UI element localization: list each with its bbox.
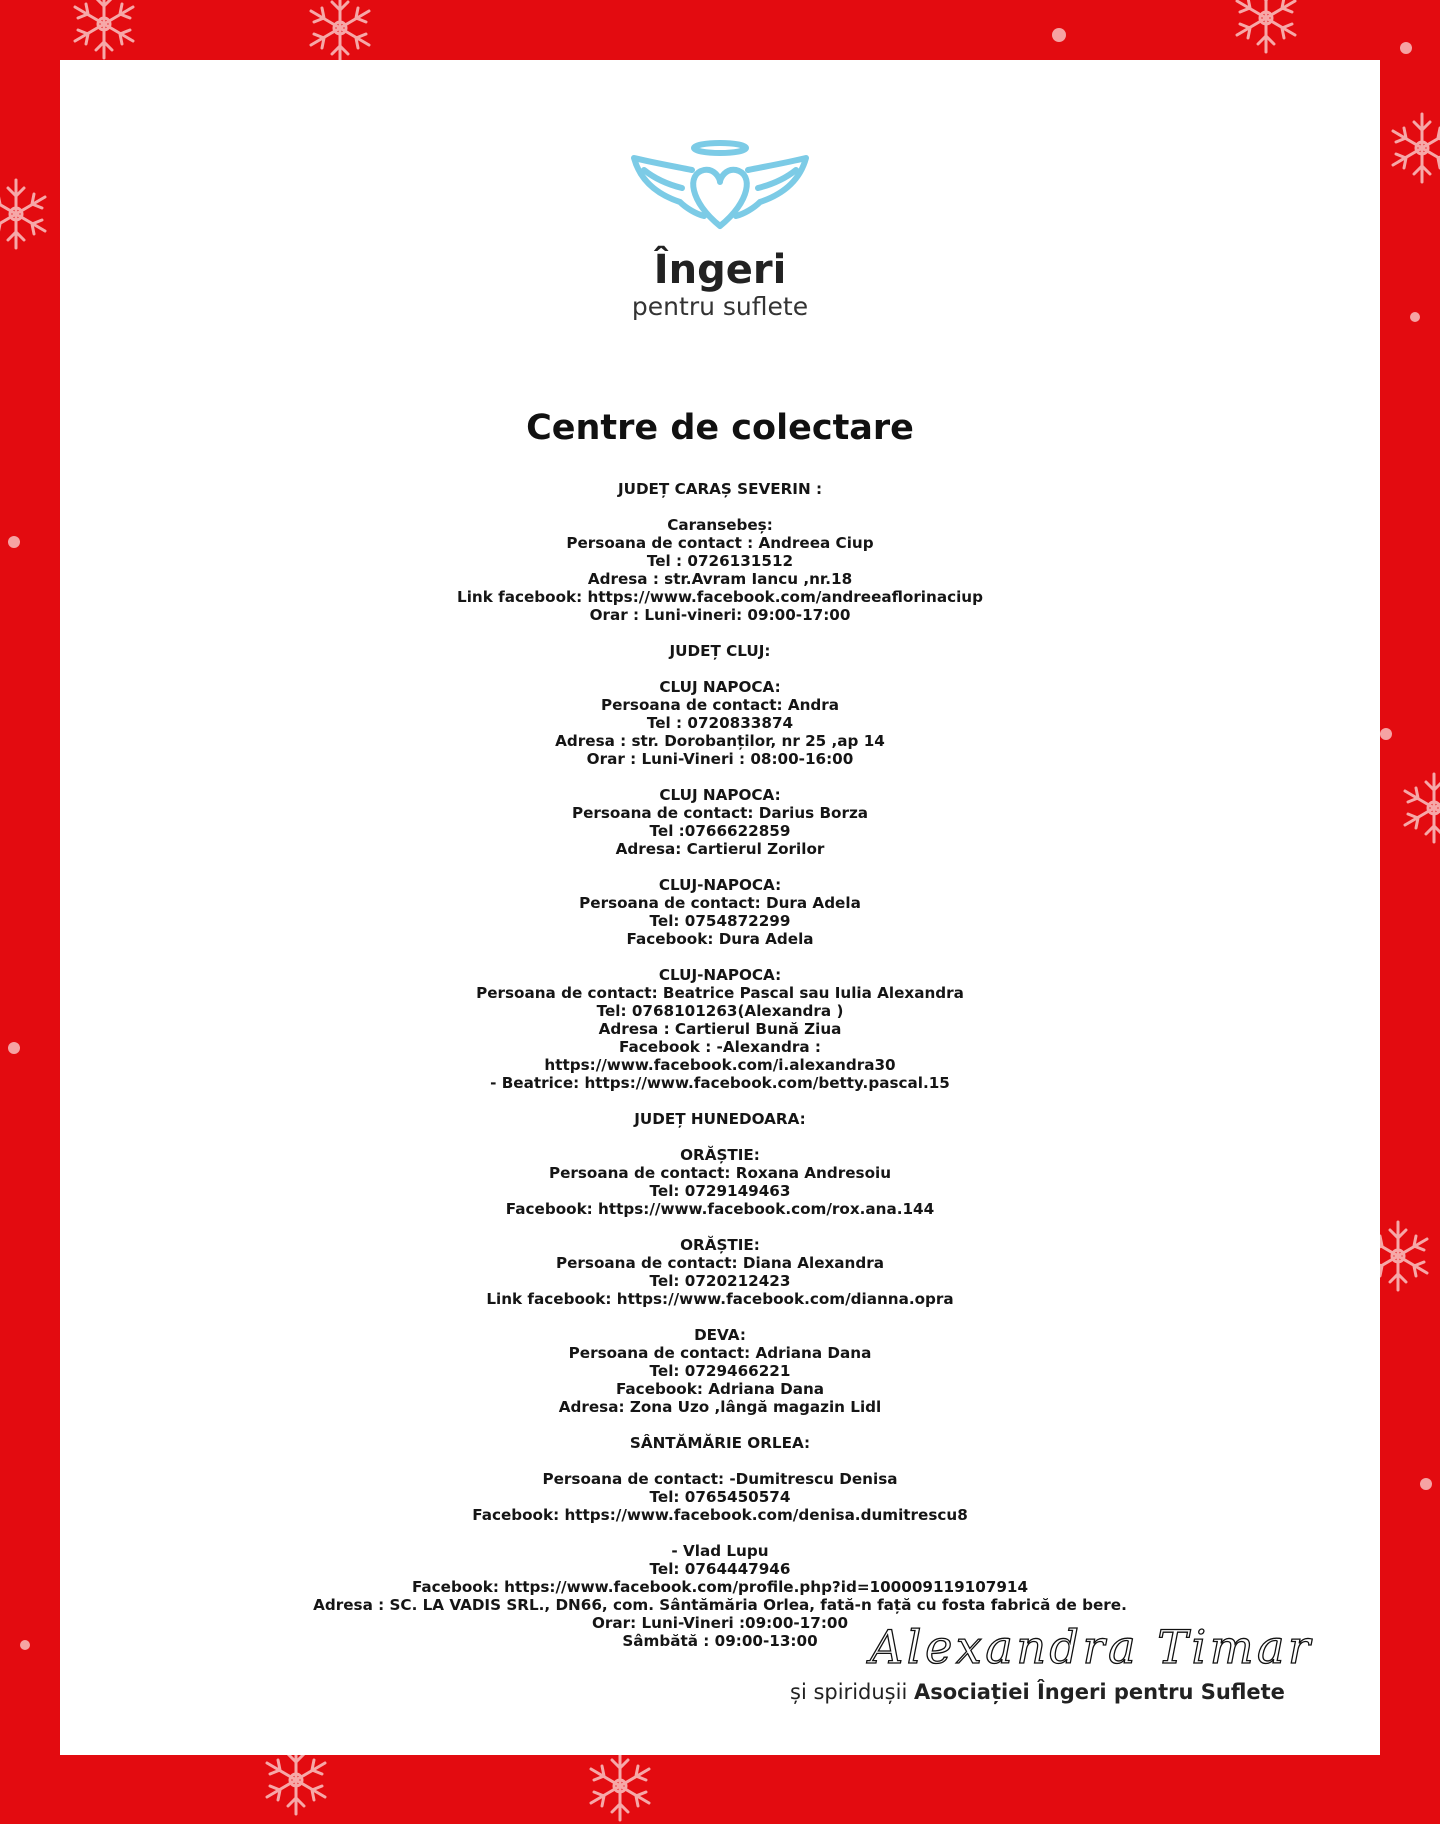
listing-line: JUDEȚ HUNEDOARA: [634,1110,806,1128]
listing-line: Facebook: Dura Adela [626,930,814,948]
listing-line: Link facebook: https://www.facebook.com/andreeaflorinaciup [457,588,983,606]
snowflake-icon [0,176,54,252]
snowflake-icon [1396,770,1440,846]
listing-line: Tel: 0729149463 [649,1182,791,1200]
listing-line: Tel: 0768101263(Alexandra ) [596,1002,844,1020]
listing-line [60,1452,1380,1470]
snow-dot [8,1042,20,1054]
footer-prefix: și spiridușii [790,1680,908,1704]
listing-line: Adresa : str. Dorobanților, nr 25 ,ap 14 [555,732,885,750]
listing-line: ORĂȘTIE: [680,1146,760,1164]
listing-line: CLUJ NAPOCA: [659,786,781,804]
listing-line: Adresa: Cartierul Zorilor [615,840,825,858]
svg-text:Alexandra Timar: Alexandra Timar [870,1620,1310,1674]
listing-line: Tel : 0726131512 [646,552,794,570]
signature [850,1615,1330,1677]
listing-line: Persoana de contact : Andreea Ciup [566,534,874,552]
collection-centers-list [60,480,1380,1650]
angel-heart-icon [630,140,810,240]
listing-line: Facebook: Adriana Dana [615,1380,825,1398]
listing-line: Adresa : SC. LA VADIS SRL., DN66, com. Sântămăria Orlea, fată-n față cu fosta fabrică de bere. [313,1596,1127,1614]
listing-line: - Beatrice: https://www.facebook.com/betty.pascal.15 [490,1074,950,1092]
listing-line: Persoana de contact: Diana Alexandra [556,1254,884,1272]
listing-line [60,1092,1380,1110]
listing-line [60,768,1380,786]
listing-line: ORĂȘTIE: [680,1236,760,1254]
listing-line: Adresa: Zona Uzo ,lângă magazin Lidl [558,1398,882,1416]
listing-line [60,1416,1380,1434]
snow-dot [1380,728,1392,740]
listing-line [60,498,1380,516]
listing-line: Orar : Luni-Vineri : 08:00-16:00 [586,750,854,768]
listing-line [60,1218,1380,1236]
listing-line: Adresa : str.Avram Iancu ,nr.18 [587,570,853,588]
snowflake-icon [1228,0,1304,56]
snow-dot [1052,28,1066,42]
snow-dot [8,536,20,548]
listing-line: Tel: 0729466221 [649,1362,791,1380]
snow-dot [1410,312,1420,322]
listing-line: DEVA: [694,1326,746,1344]
snow-dot [1400,42,1412,54]
brand-name: Îngeri [653,247,787,293]
logo [60,140,1380,322]
listing-line: Facebook: https://www.facebook.com/denisa.dumitrescu8 [472,1506,968,1524]
listing-line: Persoana de contact: Beatrice Pascal sau Iulia Alexandra [476,984,964,1002]
snow-dot [20,1640,30,1650]
listing-line: CLUJ-NAPOCA: [658,876,782,894]
snowflake-icon [1384,110,1440,186]
listing-line [60,624,1380,642]
listing-line: Facebook : -Alexandra : [619,1038,821,1056]
listing-line: Facebook: https://www.facebook.com/rox.ana.144 [505,1200,935,1218]
listing-line: Caransebeș: [667,516,773,534]
snowflake-icon [66,0,142,62]
listing-line: Persoana de contact: Roxana Andresoiu [548,1164,892,1182]
listing-line: - Vlad Lupu [671,1542,769,1560]
listing-line: Facebook: https://www.facebook.com/profile.php?id=100009119107914 [411,1578,1029,1596]
listing-line: SÂNTĂMĂRIE ORLEA: [629,1434,811,1452]
listing-line: Adresa : Cartierul Bună Ziua [598,1020,842,1038]
snow-dot [1420,1478,1432,1490]
listing-line: Persoana de contact: Darius Borza [571,804,869,822]
brand-subtitle: pentru suflete [631,292,809,321]
listing-line: Persoana de contact: -Dumitrescu Denisa [542,1470,898,1488]
snowflake-icon [302,0,378,66]
collection-centers-sheet [60,60,1380,1755]
listing-line [60,660,1380,678]
listing-line: JUDEȚ CARAȘ SEVERIN : [617,480,823,498]
listing-line: https://www.facebook.com/i.alexandra30 [544,1056,896,1074]
footer-org: Asociației Îngeri pentru Suflete [913,1680,1285,1704]
listing-line: Link facebook: https://www.facebook.com/dianna.opra [486,1290,954,1308]
snowflake-icon [582,1748,658,1824]
page-title: Centre de colectare [526,408,914,448]
listing-line: Tel: 0765450574 [649,1488,791,1506]
listing-line: Persoana de contact: Dura Adela [579,894,861,912]
listing-line [60,858,1380,876]
listing-line: Tel: 0720212423 [649,1272,791,1290]
listing-line: CLUJ NAPOCA: [659,678,781,696]
listing-line: Orar : Luni-vineri: 09:00-17:00 [589,606,851,624]
listing-line: Persoana de contact: Adriana Dana [568,1344,872,1362]
listing-line [60,1308,1380,1326]
listing-line: Tel :0766622859 [649,822,791,840]
listing-line [60,1128,1380,1146]
listing-line [60,948,1380,966]
listing-line: Tel: 0754872299 [649,912,791,930]
listing-line: CLUJ-NAPOCA: [658,966,782,984]
footer-credit [790,1680,1350,1704]
listing-line: Orar: Luni-Vineri :09:00-17:00 [591,1614,849,1632]
listing-line: Persoana de contact: Andra [600,696,839,714]
listing-line: Tel: 0764447946 [649,1560,791,1578]
listing-line [60,1524,1380,1542]
listing-line: JUDEȚ CLUJ: [669,642,771,660]
listing-line: Sâmbătă : 09:00-13:00 [622,1632,818,1650]
listing-line: Tel : 0720833874 [646,714,794,732]
